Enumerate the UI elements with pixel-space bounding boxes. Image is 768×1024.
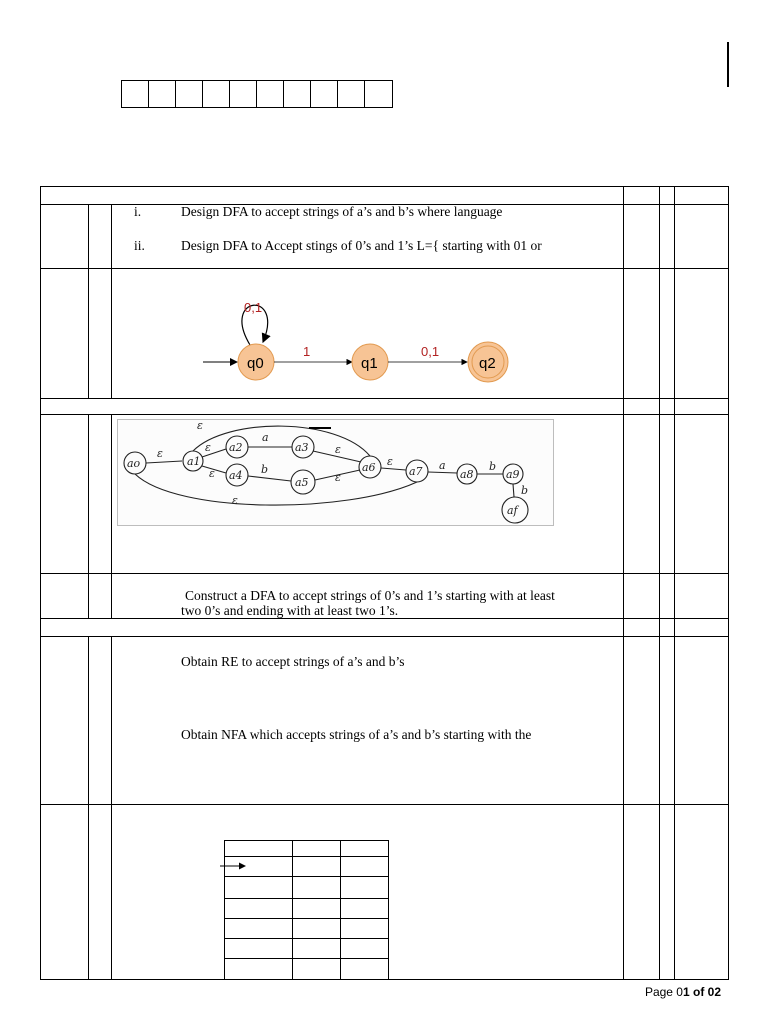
state-q0-label: q0 bbox=[247, 355, 264, 372]
sketch-state-final: af bbox=[507, 504, 518, 517]
q-dfa-line1: Construct a DFA to accept strings of 0’s and 1’s starting with at least bbox=[185, 588, 555, 603]
nfa-diagram bbox=[195, 290, 525, 390]
sketch-state-4: a4 bbox=[229, 469, 243, 482]
footer-page-count: 1 of 02 bbox=[682, 985, 721, 999]
sketch-edge-label: b bbox=[521, 484, 529, 497]
page-footer bbox=[645, 985, 721, 999]
usn-box bbox=[311, 81, 338, 107]
sketch-state-3: a3 bbox=[295, 441, 309, 454]
sketch-edge-label: a bbox=[439, 459, 446, 472]
q1-i-number: i. bbox=[134, 204, 142, 219]
q1-i-text: Design DFA to accept strings of a’s and b’s where language bbox=[181, 204, 503, 219]
footer-prefix: Page 0 bbox=[644, 985, 683, 999]
sketch-edge-label: a bbox=[262, 431, 269, 444]
usn-box bbox=[230, 81, 257, 107]
usn-box bbox=[203, 81, 230, 107]
sketch-state-7: a7 bbox=[409, 465, 423, 478]
q1-ii-text: Design DFA to Accept stings of 0’s and 1’s L={ starting with 01 or bbox=[181, 238, 542, 253]
sketch-state-5: a5 bbox=[295, 476, 309, 489]
usn-box bbox=[176, 81, 203, 107]
usn-box bbox=[257, 81, 284, 107]
sketch-state-8: a8 bbox=[460, 468, 474, 481]
usn-entry-boxes bbox=[121, 80, 393, 108]
usn-box bbox=[338, 81, 365, 107]
q-nfa-text: Obtain NFA which accepts strings of a’s and b’s starting with the bbox=[181, 727, 532, 742]
transition-table bbox=[215, 838, 395, 983]
usn-box bbox=[149, 81, 176, 107]
hand-drawn-nfa-sketch bbox=[117, 419, 554, 526]
sketch-edge-label: ε bbox=[387, 455, 393, 468]
usn-box bbox=[284, 81, 311, 107]
sketch-edge-label: ε bbox=[205, 441, 211, 454]
usn-box bbox=[365, 81, 392, 107]
sketch-edge-label: ε bbox=[209, 467, 215, 480]
q1-ii-number: ii. bbox=[134, 238, 145, 253]
edge2-label: 0,1 bbox=[421, 344, 440, 359]
sketch-edge-label: ε bbox=[232, 494, 238, 507]
sketch-edge-label: ε bbox=[197, 419, 203, 432]
sketch-edge-label: ε bbox=[335, 443, 341, 456]
sketch-edge-label: ε bbox=[335, 471, 341, 484]
sketch-edge-label: b bbox=[261, 463, 269, 476]
edge1-label: 1 bbox=[303, 344, 311, 359]
state-q2-label: q2 bbox=[479, 355, 496, 372]
sketch-edge-label: b bbox=[489, 460, 497, 473]
sketch-state-1: a1 bbox=[187, 455, 201, 468]
usn-box bbox=[122, 81, 149, 107]
sketch-state-2: a2 bbox=[229, 441, 243, 454]
sketch-state-9: a9 bbox=[506, 468, 520, 481]
margin-bar bbox=[727, 42, 729, 87]
sketch-state-0: ao bbox=[127, 457, 141, 470]
sketch-state-6: a6 bbox=[362, 461, 376, 474]
state-q1-label: q1 bbox=[361, 355, 378, 372]
loop-label: 0,1 bbox=[244, 300, 263, 315]
sketch-edge-label: ε bbox=[157, 447, 163, 460]
q-dfa-line2: two 0’s and ending with at least two 1’s. bbox=[181, 603, 399, 618]
q-re-text: Obtain RE to accept strings of a’s and b’s bbox=[181, 654, 405, 669]
